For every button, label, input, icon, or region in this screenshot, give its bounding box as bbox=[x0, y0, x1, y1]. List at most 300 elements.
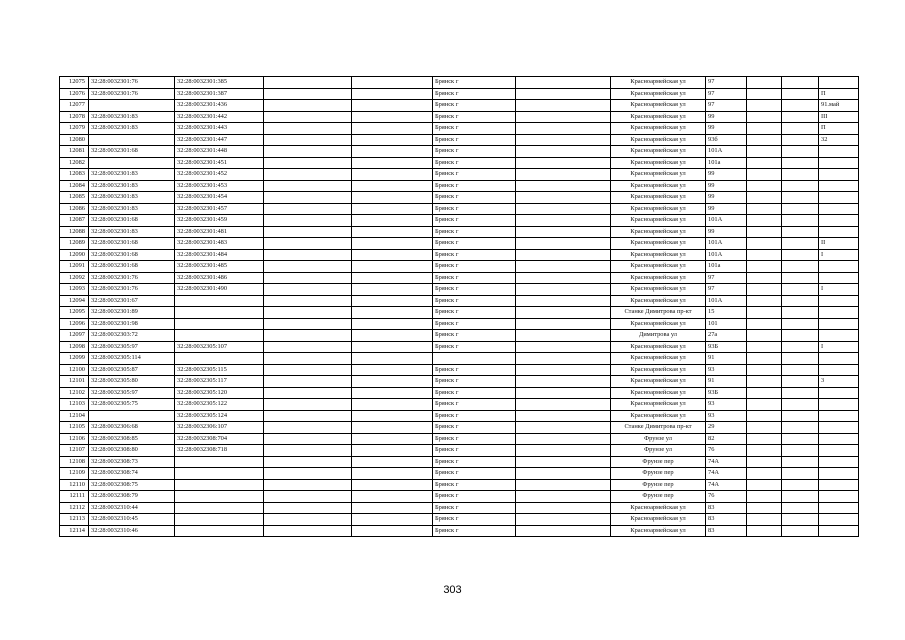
table-cell: Брянск г bbox=[433, 456, 516, 468]
table-row bbox=[60, 134, 859, 146]
table-cell bbox=[747, 215, 782, 227]
table-cell bbox=[175, 525, 264, 537]
table-cell: 32:28:0032301:454 bbox=[175, 192, 264, 204]
table-cell bbox=[819, 514, 859, 526]
table-cell: Брянск г bbox=[433, 445, 516, 457]
table-cell bbox=[747, 364, 782, 376]
table-cell: 101А bbox=[706, 215, 747, 227]
table-cell bbox=[819, 387, 859, 399]
table-cell: 12114 bbox=[60, 525, 89, 537]
table-cell: 12106 bbox=[60, 433, 89, 445]
table-cell bbox=[747, 111, 782, 123]
table-cell bbox=[264, 192, 352, 204]
table-cell bbox=[264, 479, 352, 491]
table-cell: I bbox=[819, 341, 859, 353]
table-row bbox=[60, 157, 859, 169]
table-cell bbox=[516, 123, 611, 135]
table-cell: 12092 bbox=[60, 272, 89, 284]
table-cell bbox=[516, 249, 611, 261]
table-cell: 101А bbox=[706, 238, 747, 250]
table-cell bbox=[516, 456, 611, 468]
table-cell: Красноармейская ул bbox=[611, 364, 706, 376]
table-cell bbox=[747, 88, 782, 100]
table-cell bbox=[819, 330, 859, 342]
table-cell bbox=[819, 433, 859, 445]
table-cell bbox=[782, 445, 819, 457]
table-cell bbox=[352, 479, 433, 491]
table-cell: 12086 bbox=[60, 203, 89, 215]
table-cell: Брянск г bbox=[433, 215, 516, 227]
table-cell: Брянск г bbox=[433, 295, 516, 307]
table-cell bbox=[819, 399, 859, 411]
table-cell: 32:28:0032301:483 bbox=[175, 238, 264, 250]
table-cell bbox=[819, 295, 859, 307]
table-cell: 32:28:0032310:45 bbox=[89, 514, 175, 526]
table-row bbox=[60, 238, 859, 250]
table-cell: Брянск г bbox=[433, 169, 516, 181]
table-cell: 101а bbox=[706, 261, 747, 273]
table-cell bbox=[352, 272, 433, 284]
table-cell: 12100 bbox=[60, 364, 89, 376]
table-cell bbox=[516, 422, 611, 434]
table-cell bbox=[264, 376, 352, 388]
table-cell: 83 bbox=[706, 514, 747, 526]
table-cell bbox=[264, 468, 352, 480]
table-cell bbox=[782, 180, 819, 192]
table-cell: 32:28:0032301:68 bbox=[89, 249, 175, 261]
table-cell: Красноармейская ул bbox=[611, 157, 706, 169]
table-cell: Красноармейская ул bbox=[611, 146, 706, 158]
table-cell: 32:28:0032301:442 bbox=[175, 111, 264, 123]
table-cell bbox=[747, 479, 782, 491]
table-cell: 32:28:0032310:46 bbox=[89, 525, 175, 537]
table-cell: 32:28:0032305:114 bbox=[89, 353, 175, 365]
table-cell: I bbox=[819, 249, 859, 261]
table-cell bbox=[819, 318, 859, 330]
table-cell: 29 bbox=[706, 422, 747, 434]
table-cell bbox=[264, 134, 352, 146]
table-cell: 12113 bbox=[60, 514, 89, 526]
table-cell bbox=[747, 261, 782, 273]
table-row bbox=[60, 284, 859, 296]
table-cell: Красноармейская ул bbox=[611, 399, 706, 411]
table-cell: Красноармейская ул bbox=[611, 203, 706, 215]
table-cell: 15 bbox=[706, 307, 747, 319]
table-cell: 12110 bbox=[60, 479, 89, 491]
table-cell bbox=[352, 422, 433, 434]
table-cell bbox=[264, 456, 352, 468]
table-cell: 74А bbox=[706, 456, 747, 468]
table-cell bbox=[747, 468, 782, 480]
table-cell bbox=[747, 456, 782, 468]
table-cell bbox=[516, 445, 611, 457]
table-cell: Брянск г bbox=[433, 157, 516, 169]
table-cell: 12079 bbox=[60, 123, 89, 135]
table-cell: 97 bbox=[706, 284, 747, 296]
table-cell bbox=[516, 100, 611, 112]
table-cell bbox=[264, 433, 352, 445]
table-cell: Брянск г bbox=[433, 376, 516, 388]
table-cell bbox=[89, 157, 175, 169]
table-cell: 12080 bbox=[60, 134, 89, 146]
table-cell: 32:28:0032305:122 bbox=[175, 399, 264, 411]
table-cell bbox=[352, 364, 433, 376]
table-cell: 3 bbox=[819, 376, 859, 388]
table-cell bbox=[782, 123, 819, 135]
table-cell: 32:28:0032305:117 bbox=[175, 376, 264, 388]
table-cell: 32:28:0032306:107 bbox=[175, 422, 264, 434]
table-cell bbox=[747, 180, 782, 192]
table-cell: Брянск г bbox=[433, 422, 516, 434]
table-cell: Красноармейская ул bbox=[611, 341, 706, 353]
table-row bbox=[60, 514, 859, 526]
table-cell: Брянск г bbox=[433, 203, 516, 215]
table-cell: 32:28:0032308:85 bbox=[89, 433, 175, 445]
table-cell bbox=[782, 422, 819, 434]
table-cell bbox=[747, 387, 782, 399]
table-cell: Красноармейская ул bbox=[611, 272, 706, 284]
table-cell bbox=[352, 525, 433, 537]
table-cell: 99 bbox=[706, 226, 747, 238]
table-cell bbox=[352, 491, 433, 503]
table-row bbox=[60, 146, 859, 158]
table-cell bbox=[352, 180, 433, 192]
table-cell bbox=[352, 399, 433, 411]
table-row bbox=[60, 445, 859, 457]
table-cell bbox=[782, 307, 819, 319]
table-cell bbox=[819, 445, 859, 457]
table-row bbox=[60, 491, 859, 503]
table-cell bbox=[516, 318, 611, 330]
table-cell bbox=[747, 353, 782, 365]
table-row bbox=[60, 272, 859, 284]
table-cell bbox=[264, 491, 352, 503]
table-cell bbox=[264, 249, 352, 261]
table-cell bbox=[747, 307, 782, 319]
table-cell bbox=[819, 261, 859, 273]
table-cell: 12087 bbox=[60, 215, 89, 227]
table-cell: Фрунзе пер bbox=[611, 456, 706, 468]
table-cell bbox=[782, 353, 819, 365]
table-cell bbox=[264, 100, 352, 112]
table-cell: Красноармейская ул bbox=[611, 284, 706, 296]
table-cell: 32:28:0032301:76 bbox=[89, 284, 175, 296]
table-cell bbox=[782, 284, 819, 296]
table-cell: Красноармейская ул bbox=[611, 215, 706, 227]
table-cell bbox=[782, 146, 819, 158]
table-cell: 12112 bbox=[60, 502, 89, 514]
table-cell bbox=[352, 261, 433, 273]
table-cell bbox=[516, 376, 611, 388]
table-row bbox=[60, 77, 859, 89]
table-cell bbox=[782, 433, 819, 445]
table-cell: 12097 bbox=[60, 330, 89, 342]
table-cell: 12109 bbox=[60, 468, 89, 480]
table-row bbox=[60, 226, 859, 238]
table-cell bbox=[747, 525, 782, 537]
table-cell bbox=[747, 157, 782, 169]
table-cell: Красноармейская ул bbox=[611, 376, 706, 388]
table-cell bbox=[516, 169, 611, 181]
table-cell bbox=[782, 192, 819, 204]
table-cell: 32:28:0032301:67 bbox=[89, 295, 175, 307]
table-cell: 99 bbox=[706, 192, 747, 204]
table-cell bbox=[747, 226, 782, 238]
table-cell: 32:28:0032301:436 bbox=[175, 100, 264, 112]
table-cell bbox=[516, 502, 611, 514]
table-cell bbox=[516, 226, 611, 238]
table-cell bbox=[352, 514, 433, 526]
table-cell: 32:28:0032301:83 bbox=[89, 226, 175, 238]
table-cell: 82 bbox=[706, 433, 747, 445]
table-cell bbox=[782, 203, 819, 215]
table-cell bbox=[264, 399, 352, 411]
table-cell: Красноармейская ул bbox=[611, 353, 706, 365]
table-cell bbox=[747, 146, 782, 158]
table-cell bbox=[782, 295, 819, 307]
table-cell: Красноармейская ул bbox=[611, 111, 706, 123]
table-cell: Фрунзе ул bbox=[611, 445, 706, 457]
table-cell bbox=[747, 433, 782, 445]
table-cell: 83 bbox=[706, 525, 747, 537]
table-cell bbox=[747, 422, 782, 434]
table-cell bbox=[352, 376, 433, 388]
table-row bbox=[60, 203, 859, 215]
table-cell: 32:28:0032301:83 bbox=[89, 192, 175, 204]
table-row bbox=[60, 169, 859, 181]
table-cell bbox=[264, 261, 352, 273]
table-cell: 12090 bbox=[60, 249, 89, 261]
table-cell: Брянск г bbox=[433, 111, 516, 123]
table-cell bbox=[175, 514, 264, 526]
table-cell bbox=[264, 226, 352, 238]
table-cell: 32:28:0032301:481 bbox=[175, 226, 264, 238]
table-cell bbox=[782, 261, 819, 273]
table-cell bbox=[747, 514, 782, 526]
table-cell bbox=[175, 318, 264, 330]
table-cell bbox=[352, 238, 433, 250]
table-cell: 32:28:0032305:107 bbox=[175, 341, 264, 353]
table-row bbox=[60, 318, 859, 330]
table-cell: 97 bbox=[706, 272, 747, 284]
table-row bbox=[60, 341, 859, 353]
table-cell bbox=[516, 525, 611, 537]
table-cell bbox=[352, 77, 433, 89]
table-cell bbox=[89, 134, 175, 146]
table-cell: Красноармейская ул bbox=[611, 192, 706, 204]
table-cell bbox=[516, 387, 611, 399]
table-cell: Красноармейская ул bbox=[611, 514, 706, 526]
table-cell: 101а bbox=[706, 157, 747, 169]
table-cell: Красноармейская ул bbox=[611, 100, 706, 112]
table-cell bbox=[782, 77, 819, 89]
table-cell bbox=[352, 134, 433, 146]
table-cell: 27а bbox=[706, 330, 747, 342]
table-cell: 12091 bbox=[60, 261, 89, 273]
table-row bbox=[60, 330, 859, 342]
table-cell bbox=[175, 479, 264, 491]
table-cell: 12102 bbox=[60, 387, 89, 399]
table-cell bbox=[747, 295, 782, 307]
table-cell: Брянск г bbox=[433, 433, 516, 445]
table-cell bbox=[516, 238, 611, 250]
table-row bbox=[60, 100, 859, 112]
table-cell: 101А bbox=[706, 295, 747, 307]
table-cell bbox=[782, 410, 819, 422]
table-cell: Красноармейская ул bbox=[611, 525, 706, 537]
table-cell bbox=[782, 169, 819, 181]
table-cell bbox=[264, 502, 352, 514]
table-row bbox=[60, 479, 859, 491]
table-cell: 32:28:0032301:83 bbox=[89, 123, 175, 135]
table-row bbox=[60, 261, 859, 273]
table-cell: 32:28:0032305:115 bbox=[175, 364, 264, 376]
table-cell: 32:28:0032301:443 bbox=[175, 123, 264, 135]
table-cell: Фрунзе ул bbox=[611, 433, 706, 445]
table-cell: 99 bbox=[706, 123, 747, 135]
table-cell: 93 bbox=[706, 399, 747, 411]
table-cell: Красноармейская ул bbox=[611, 502, 706, 514]
table-cell bbox=[747, 169, 782, 181]
table-row bbox=[60, 376, 859, 388]
table-cell: Брянск г bbox=[433, 192, 516, 204]
table-cell bbox=[516, 215, 611, 227]
table-cell: Брянск г bbox=[433, 180, 516, 192]
table-cell bbox=[433, 353, 516, 365]
table-row bbox=[60, 353, 859, 365]
table-cell bbox=[264, 387, 352, 399]
table-cell bbox=[516, 433, 611, 445]
table-cell bbox=[782, 468, 819, 480]
table-cell: 12085 bbox=[60, 192, 89, 204]
table-cell bbox=[747, 284, 782, 296]
table-cell bbox=[819, 353, 859, 365]
table-cell bbox=[782, 502, 819, 514]
table-cell bbox=[782, 514, 819, 526]
table-cell bbox=[782, 249, 819, 261]
table-cell bbox=[352, 410, 433, 422]
table-cell bbox=[782, 226, 819, 238]
table-cell: 32 bbox=[819, 134, 859, 146]
table-cell: Красноармейская ул bbox=[611, 410, 706, 422]
table-cell: Фрунзе пер bbox=[611, 491, 706, 503]
table-cell bbox=[782, 456, 819, 468]
table-cell: 32:28:0032308:75 bbox=[89, 479, 175, 491]
table-row bbox=[60, 111, 859, 123]
table-cell bbox=[819, 525, 859, 537]
table-cell: Димитрова ул bbox=[611, 330, 706, 342]
table-cell bbox=[819, 364, 859, 376]
table-cell bbox=[352, 100, 433, 112]
table-cell: 32:28:0032305:120 bbox=[175, 387, 264, 399]
table-cell: 12095 bbox=[60, 307, 89, 319]
table-cell: 12103 bbox=[60, 399, 89, 411]
table-cell bbox=[352, 307, 433, 319]
table-cell: Брянск г bbox=[433, 226, 516, 238]
table-row bbox=[60, 433, 859, 445]
table-cell bbox=[747, 491, 782, 503]
table-cell: 32:28:0032301:68 bbox=[89, 146, 175, 158]
table-cell: 32:28:0032301:98 bbox=[89, 318, 175, 330]
table-cell bbox=[352, 456, 433, 468]
table-cell bbox=[352, 468, 433, 480]
table-cell: 32:28:0032301:76 bbox=[89, 77, 175, 89]
table-cell bbox=[352, 284, 433, 296]
table-cell: Брянск г bbox=[433, 479, 516, 491]
table-cell bbox=[264, 88, 352, 100]
table-cell: Фрунзе пер bbox=[611, 468, 706, 480]
table-row bbox=[60, 410, 859, 422]
table-row bbox=[60, 456, 859, 468]
table-cell bbox=[516, 468, 611, 480]
table-cell: 12082 bbox=[60, 157, 89, 169]
table-cell: Красноармейская ул bbox=[611, 123, 706, 135]
table-cell bbox=[782, 479, 819, 491]
table-cell: 12108 bbox=[60, 456, 89, 468]
table-cell bbox=[747, 502, 782, 514]
table-cell: 32:28:0032301:76 bbox=[89, 272, 175, 284]
table-cell: 99 bbox=[706, 111, 747, 123]
table-cell: Брянск г bbox=[433, 491, 516, 503]
table-cell bbox=[819, 491, 859, 503]
table-cell: 32:28:0032308:704 bbox=[175, 433, 264, 445]
table-cell: 76 bbox=[706, 445, 747, 457]
table-cell: Брянск г bbox=[433, 387, 516, 399]
table-cell: 32:28:0032301:484 bbox=[175, 249, 264, 261]
table-cell: 83 bbox=[706, 502, 747, 514]
table-cell: Брянск г bbox=[433, 318, 516, 330]
table-cell bbox=[747, 330, 782, 342]
table-cell: 101А bbox=[706, 146, 747, 158]
table-cell: Брянск г bbox=[433, 502, 516, 514]
table-cell bbox=[89, 100, 175, 112]
table-row bbox=[60, 88, 859, 100]
table-cell: 12076 bbox=[60, 88, 89, 100]
table-cell bbox=[264, 318, 352, 330]
table-cell: 32:28:0032301:68 bbox=[89, 215, 175, 227]
table-cell bbox=[175, 491, 264, 503]
table-cell bbox=[264, 146, 352, 158]
table-cell: 93 bbox=[706, 364, 747, 376]
table-row bbox=[60, 422, 859, 434]
table-cell bbox=[352, 330, 433, 342]
table-cell bbox=[747, 203, 782, 215]
table-cell: 93Б bbox=[706, 387, 747, 399]
table-cell: 91 bbox=[706, 353, 747, 365]
table-cell: 74А bbox=[706, 479, 747, 491]
table-cell bbox=[516, 157, 611, 169]
table-cell bbox=[747, 100, 782, 112]
table-cell bbox=[516, 111, 611, 123]
table-cell: 32:28:0032305:75 bbox=[89, 399, 175, 411]
table-cell: 97 bbox=[706, 88, 747, 100]
table-cell bbox=[782, 111, 819, 123]
table-cell bbox=[516, 77, 611, 89]
table-cell bbox=[819, 157, 859, 169]
table-cell: Станке Димитрова пр-кт bbox=[611, 307, 706, 319]
table-cell bbox=[819, 203, 859, 215]
table-cell: 12075 bbox=[60, 77, 89, 89]
table-cell bbox=[747, 134, 782, 146]
table-cell: 32:28:0032301:447 bbox=[175, 134, 264, 146]
table-cell bbox=[819, 146, 859, 158]
table-cell bbox=[89, 410, 175, 422]
table-cell bbox=[264, 203, 352, 215]
table-cell: Брянск г bbox=[433, 249, 516, 261]
table-cell: 32:28:0032303:72 bbox=[89, 330, 175, 342]
table-cell bbox=[352, 157, 433, 169]
table-cell bbox=[516, 491, 611, 503]
